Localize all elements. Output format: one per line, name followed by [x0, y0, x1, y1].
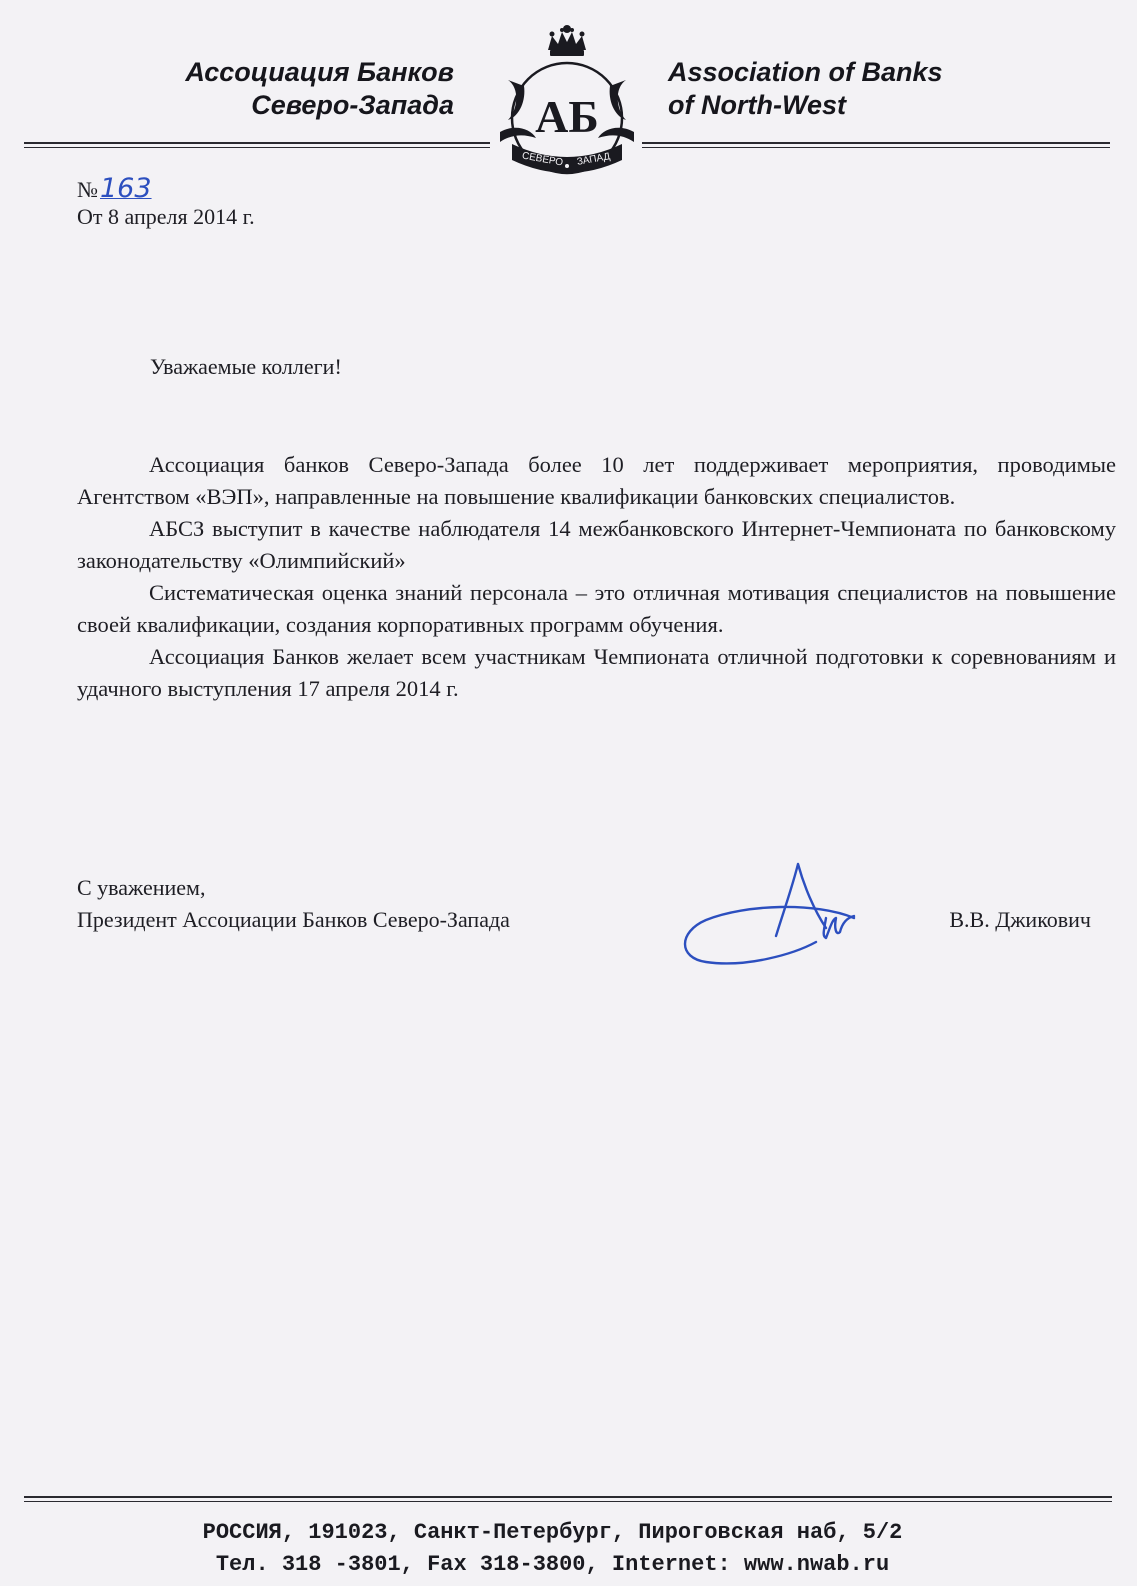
handwritten-signature: [676, 858, 866, 973]
org-name-russian-line2: Северо-Запада: [251, 90, 454, 120]
association-emblem-logo: [490, 20, 644, 175]
emblem-ribbon-right: ЗАПАД: [576, 151, 612, 168]
body-paragraph: Ассоциация Банков желает всем участникам Чемпионата отличной подготовки к соревнованиям и удачного выступления 17 апреля 2014 г.: [77, 644, 1116, 701]
emblem-ribbon-left: СЕВЕРО: [521, 150, 564, 169]
greeting: Уважаемые коллеги!: [150, 354, 342, 379]
signer-title: Президент Ассоциации Банков Северо-Запада: [77, 907, 510, 932]
footer-contacts: Тел. 318 -3801, Fax 318-3800, Internet: www.nwab.ru: [215, 1552, 890, 1577]
footer-divider: [24, 1496, 1112, 1504]
closing-salutation: С уважением,: [77, 875, 206, 900]
footer-address: РОССИЯ, 191023, Санкт-Петербург, Пироговская наб, 5/2: [202, 1520, 903, 1545]
body-paragraph: Ассоциация банков Северо-Запада более 10 лет поддерживает мероприятия, проводимые Агентством «ВЭП», направленные на повышение квалификации банковских специалистов.: [77, 452, 1116, 509]
org-name-english-line1: Association of Banks: [668, 57, 943, 87]
header-divider-left: [24, 142, 490, 150]
letter-number-value: 163: [100, 173, 152, 204]
crown-icon: [548, 25, 586, 56]
header-divider-right: [642, 142, 1110, 150]
body-paragraph: Систематическая оценка знаний персонала – это отличная мотивация специалистов на повышение своей квалификации, создания корпоративных программ обучения.: [77, 580, 1116, 637]
letter-body: [77, 449, 1116, 705]
emblem-monogram: АБ: [535, 91, 599, 142]
body-paragraph: АБСЗ выступит в качестве наблюдателя 14 межбанковского Интернет-Чемпионата по банковскому законодательству «Олимпийский»: [77, 516, 1116, 573]
org-name-russian: [185, 56, 454, 122]
org-name-english: [668, 56, 943, 122]
letter-number: [77, 175, 152, 204]
org-name-russian-line1: Ассоциация Банков: [185, 57, 454, 87]
closing-block: [77, 872, 510, 936]
org-name-english-line2: of North-West: [668, 90, 846, 120]
letter-number-prefix: №: [77, 177, 98, 202]
signer-name: В.В. Джикович: [949, 907, 1091, 932]
footer: [0, 1517, 1105, 1581]
letter-date: От 8 апреля 2014 г.: [77, 204, 255, 229]
